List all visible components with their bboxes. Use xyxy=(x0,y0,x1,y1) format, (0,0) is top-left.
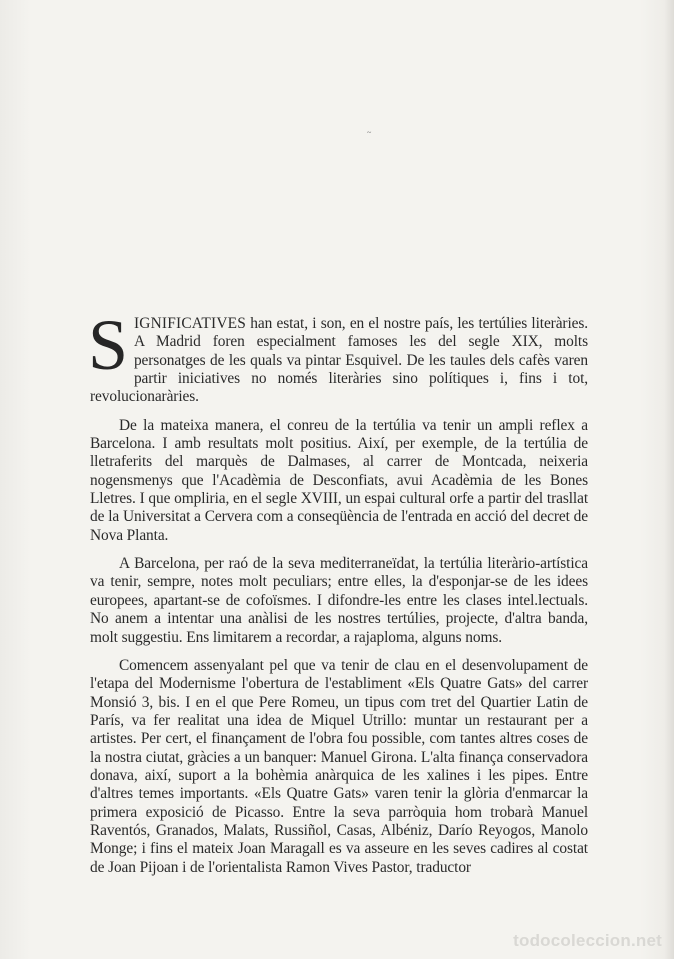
paragraph-2: De la mateixa manera, el conreu de la tertúlia va tenir un ampli reflex a Barcelona. I amb resultats molt positius. Així, per exemple, de la tertúlia de lletraferits del marquès de Dalmases, al carrer de Montcada, neixeria nogensmenys que l'Acadèmia de Desconfiats, avui Acadèmia de les Bones Lletres. I que ompliria, en el segle XVIII, un espai cultural orfe a partir del trasllat de la Universitat a Cervera com a conseqüència de l'entrada en acció del decret de Nova Planta. xyxy=(90,416,588,544)
paragraph-3: A Barcelona, per raó de la seva mediterraneïdat, la tertúlia literàrio-artística va tenir, sempre, notes molt peculiars; entre elles, la d'esponjar-se de les idees europees, apartant-se de cofoïsmes. I difondre-les entre les clases intel.lectuals. No anem a intentar una anàlisi de les nostres tertúlies, projecte, d'altra banda, molt suggestiu. Ens limitarem a recordar, a rajaploma, alguns noms. xyxy=(90,555,588,646)
page-edge-shadow xyxy=(664,0,674,959)
article-body xyxy=(88,305,588,877)
watermark-logo: todocoleccion.net xyxy=(513,931,662,950)
intro-text: han estat, i son, en el nostre país, les tertúlies literàries. A Madrid foren especialment famoses les del segle XIX, molts personatges de les quals va pintar Esquivel. De les taules dels cafès varen partir iniciatives no només literàries sino polítiques i, fins i tot, revolucionaràries. xyxy=(90,315,588,406)
paragraph-intro xyxy=(88,305,588,407)
paragraph-4: Comencem assenyalant pel que va tenir de clau en el desenvolupament de l'etapa del Modernisme l'obertura de l'establiment «Els Quatre Gats» del carrer Monsió 3, bis. I en el que Pere Romeu, un tipus com tret del Quartier Latin de París, va fer realitat una idea de Miquel Utrillo: muntar un restaurant per a artistes. Per cert, el finançament de l'obra fou possible, com tantes altres coses de la nostra ciutat, gràcies a un banquer: Manuel Girona. L'alta finança conservadora donava, així, suport a la bohèmia anàrquica de les xalines i les pipes. Entre d'altres temes importants. «Els Quatre Gats» varen tenir la glòria d'enmarcar la primera exposició de Picasso. Entre la seva parròquia hom trobarà Manuel Raventós, Granados, Malats, Russiñol, Casas, Albéniz, Darío Reyogos, Manolo Monge; i fins el mateix Joan Maragall es va asseure en les seves cadires al costat de Joan Pijoan i de l'orientalista Ramon Vives Pastor, traductor xyxy=(90,656,588,876)
paper-speck: ~ xyxy=(367,128,372,137)
lead-caps: IGNIFICATIVES xyxy=(133,315,246,332)
drop-cap: S xyxy=(88,305,128,385)
